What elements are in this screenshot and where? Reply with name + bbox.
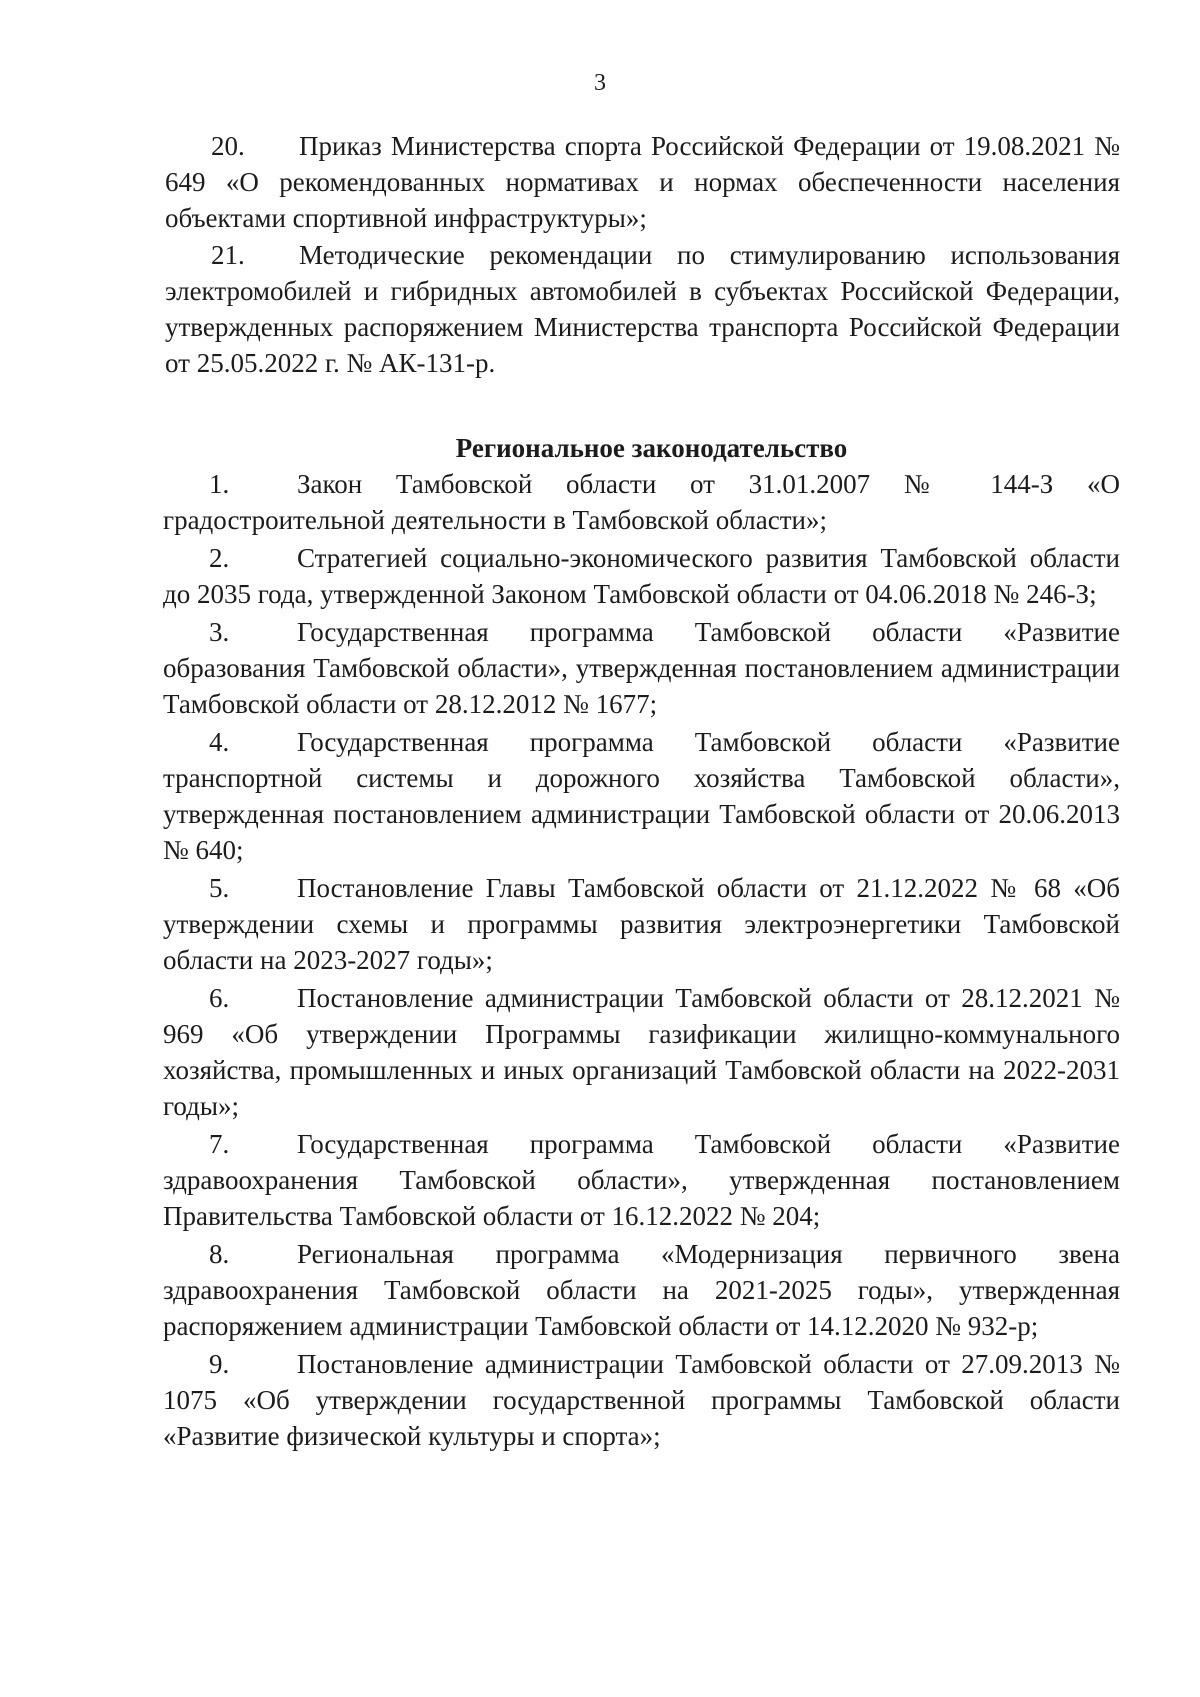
item-number: 3. <box>209 617 230 647</box>
item-text: Закон Тамбовской области от 31.01.2007 № 144-З «О градостроительной деятельности в Тамбовской области»; <box>163 469 1120 535</box>
item-text: Постановление Главы Тамбовской области от 21.12.2022 № 68 «Об утверждении схемы и программы развития электроэнергетики Тамбовской области на 2023-2027 годы»; <box>163 873 1120 975</box>
item-number: 7. <box>209 1129 230 1159</box>
list-item <box>163 540 1120 612</box>
item-text: Государственная программа Тамбовской области «Развитие образования Тамбовской области», утвержденная постановлением администрации Тамбовской области от 28.12.2012 № 1677; <box>163 617 1120 719</box>
item-number: 8. <box>209 1239 230 1269</box>
list-item <box>163 724 1120 868</box>
list-item <box>163 466 1120 538</box>
item-number: 6. <box>209 983 230 1013</box>
list-item <box>163 980 1120 1124</box>
list-item <box>163 1236 1120 1344</box>
item-number: 2. <box>209 543 230 573</box>
page-number: 3 <box>594 70 606 96</box>
item-number: 21. <box>211 240 245 270</box>
item-text: Постановление администрации Тамбовской области от 27.09.2013 № 1075 «Об утверждении государственной программы Тамбовской области «Развитие физической культуры и спорта»; <box>163 1349 1120 1451</box>
list-item <box>163 1346 1120 1454</box>
item-text: Стратегией социально-экономического развития Тамбовской области до 2035 года, утвержденной Законом Тамбовской области от 04.06.2018 № 246-З; <box>163 543 1120 609</box>
item-text: Методические рекомендации по стимулированию использования электромобилей и гибридных автомобилей в субъектах Российской Федерации, утвержденных распоряжением Министерства транспорта Российской Федерации от 25.05.2022 г. № АК-131-р. <box>165 240 1120 378</box>
section-title: Региональное законодательство <box>455 433 848 463</box>
item-text: Приказ Министерства спорта Российской Федерации от 19.08.2021 № 649 «О рекомендованных нормативах и нормах обеспеченности населения объектами спортивной инфраструктуры»; <box>165 131 1120 233</box>
item-text: Государственная программа Тамбовской области «Развитие здравоохранения Тамбовской области», утвержденная постановлением Правительства Тамбовской области от 16.12.2022 № 204; <box>163 1129 1120 1231</box>
item-text: Постановление администрации Тамбовской области от 28.12.2021 № 969 «Об утверждении Программы газификации жилищно-коммунального хозяйства, промышленных и иных организаций Тамбовской области на 2022-2031 годы»; <box>163 983 1120 1121</box>
list-item <box>163 1126 1120 1234</box>
item-number: 9. <box>209 1349 230 1379</box>
list-item <box>163 614 1120 722</box>
list-item <box>163 870 1120 978</box>
item-text: Государственная программа Тамбовской области «Развитие транспортной системы и дорожного хозяйства Тамбовской области», утвержденная постановлением администрации Тамбовской области от 20.06.2013 № 640; <box>163 727 1120 865</box>
list-item <box>165 128 1120 236</box>
item-number: 4. <box>209 727 230 757</box>
item-number: 20. <box>211 131 245 161</box>
regional-section <box>163 430 1120 1456</box>
item-number: 5. <box>209 873 230 903</box>
list-item <box>165 237 1120 381</box>
item-text: Региональная программа «Модернизация первичного звена здравоохранения Тамбовской области на 2021-2025 годы», утвержденная распоряжением администрации Тамбовской области от 14.12.2020 № 932-р; <box>163 1239 1120 1341</box>
item-number: 1. <box>209 469 230 499</box>
federal-list-tail <box>165 128 1120 382</box>
